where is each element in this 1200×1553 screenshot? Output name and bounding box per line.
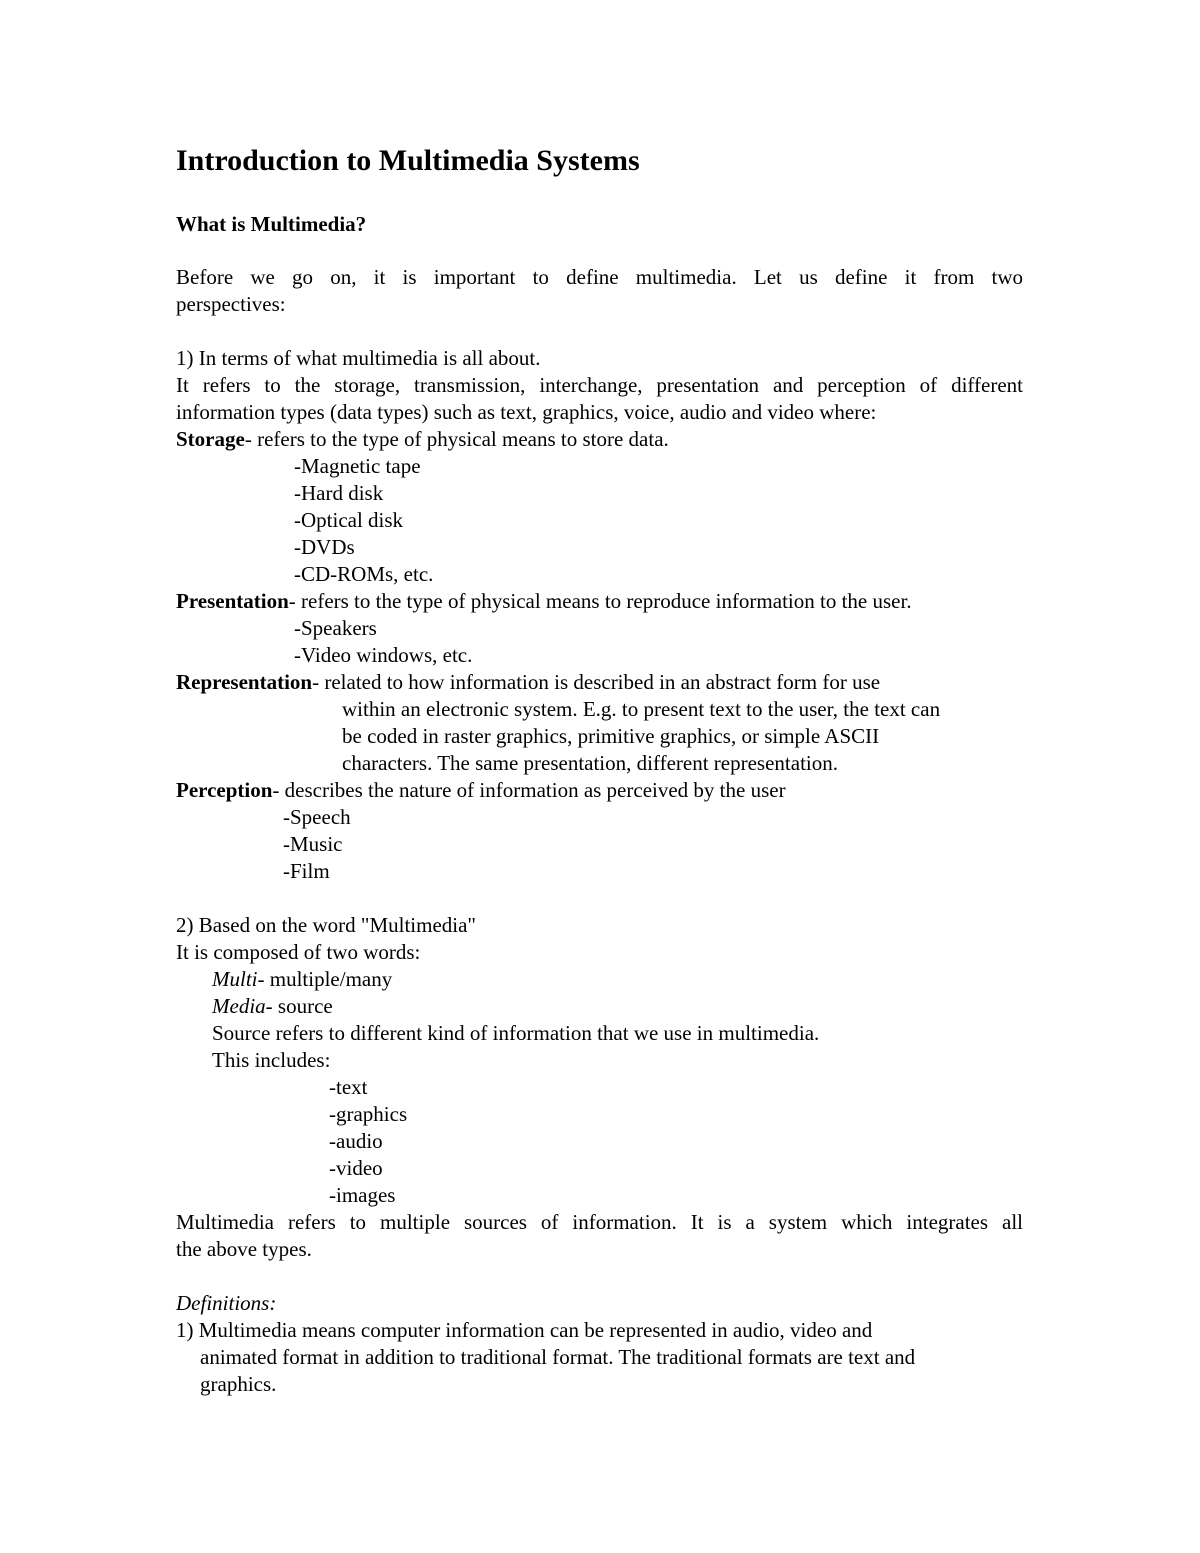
summary-line-2: the above types.: [176, 1237, 312, 1261]
representation-desc: - related to how information is described in an abstract form for use: [312, 670, 881, 694]
summary-line-1: Multimedia refers to multiple sources of information. It is a system which integrates all: [176, 1210, 1023, 1234]
intro-line-2: perspectives:: [176, 292, 286, 316]
representation-desc-line: characters. The same presentation, different representation.: [342, 751, 839, 775]
presentation-item: -Video windows, etc.: [294, 643, 473, 667]
storage-definition: [176, 426, 669, 453]
perception-term: Perception: [176, 778, 273, 802]
storage-item: -Hard disk: [294, 481, 384, 505]
perception-definition: [176, 777, 786, 804]
representation-definition: [176, 669, 880, 696]
media-type-item: -graphics: [329, 1102, 408, 1126]
media-definition: [212, 993, 333, 1020]
part2-heading: 2) Based on the word "Multimedia": [176, 913, 477, 937]
section-heading: What is Multimedia?: [176, 212, 367, 236]
multi-definition: [212, 966, 392, 993]
representation-desc-line: within an electronic system. E.g. to present text to the user, the text can: [342, 697, 941, 721]
source-line: Source refers to different kind of information that we use in multimedia.: [212, 1021, 820, 1045]
storage-item: -Optical disk: [294, 508, 404, 532]
presentation-term: Presentation: [176, 589, 289, 613]
part1-line-1: It refers to the storage, transmission, interchange, presentation and perception of different: [176, 373, 1023, 397]
media-type-item: -images: [329, 1183, 396, 1207]
media-type-item: -text: [329, 1075, 368, 1099]
media-term: Media: [212, 994, 266, 1018]
multi-term: Multi: [212, 967, 258, 991]
presentation-desc: - refers to the type of physical means to reproduce information to the user.: [288, 589, 912, 613]
media-desc: - source: [265, 994, 333, 1018]
definition-1-line: animated format in addition to traditional format. The traditional formats are text and: [200, 1345, 916, 1369]
perception-desc: - describes the nature of information as perceived by the user: [272, 778, 786, 802]
media-type-item: -audio: [329, 1129, 383, 1153]
perception-item: -Speech: [283, 805, 351, 829]
definition-1-line: graphics.: [200, 1372, 277, 1396]
perception-item: -Music: [283, 832, 343, 856]
storage-item: -DVDs: [294, 535, 355, 559]
document-title: Introduction to Multimedia Systems: [176, 144, 640, 177]
definitions-heading-text: Definitions:: [176, 1291, 277, 1315]
multi-desc: - multiple/many: [257, 967, 393, 991]
presentation-definition: [176, 588, 912, 615]
storage-item: -CD-ROMs, etc.: [294, 562, 434, 586]
definition-1-line: 1) Multimedia means computer information can be represented in audio, video and: [176, 1318, 873, 1342]
media-type-item: -video: [329, 1156, 383, 1180]
storage-term: Storage: [176, 427, 245, 451]
part1-line-2: information types (data types) such as text, graphics, voice, audio and video where:: [176, 400, 877, 424]
storage-desc: - refers to the type of physical means to store data.: [244, 427, 669, 451]
presentation-item: -Speakers: [294, 616, 377, 640]
perception-item: -Film: [283, 859, 330, 883]
storage-item: -Magnetic tape: [294, 454, 421, 478]
definitions-heading: [176, 1290, 276, 1317]
includes-line: This includes:: [212, 1048, 331, 1072]
part1-heading: 1) In terms of what multimedia is all about.: [176, 346, 541, 370]
part2-line-1: It is composed of two words:: [176, 940, 421, 964]
representation-term: Representation: [176, 670, 313, 694]
representation-desc-line: be coded in raster graphics, primitive graphics, or simple ASCII: [342, 724, 880, 748]
intro-line-1: Before we go on, it is important to define multimedia. Let us define it from two: [176, 265, 1023, 289]
